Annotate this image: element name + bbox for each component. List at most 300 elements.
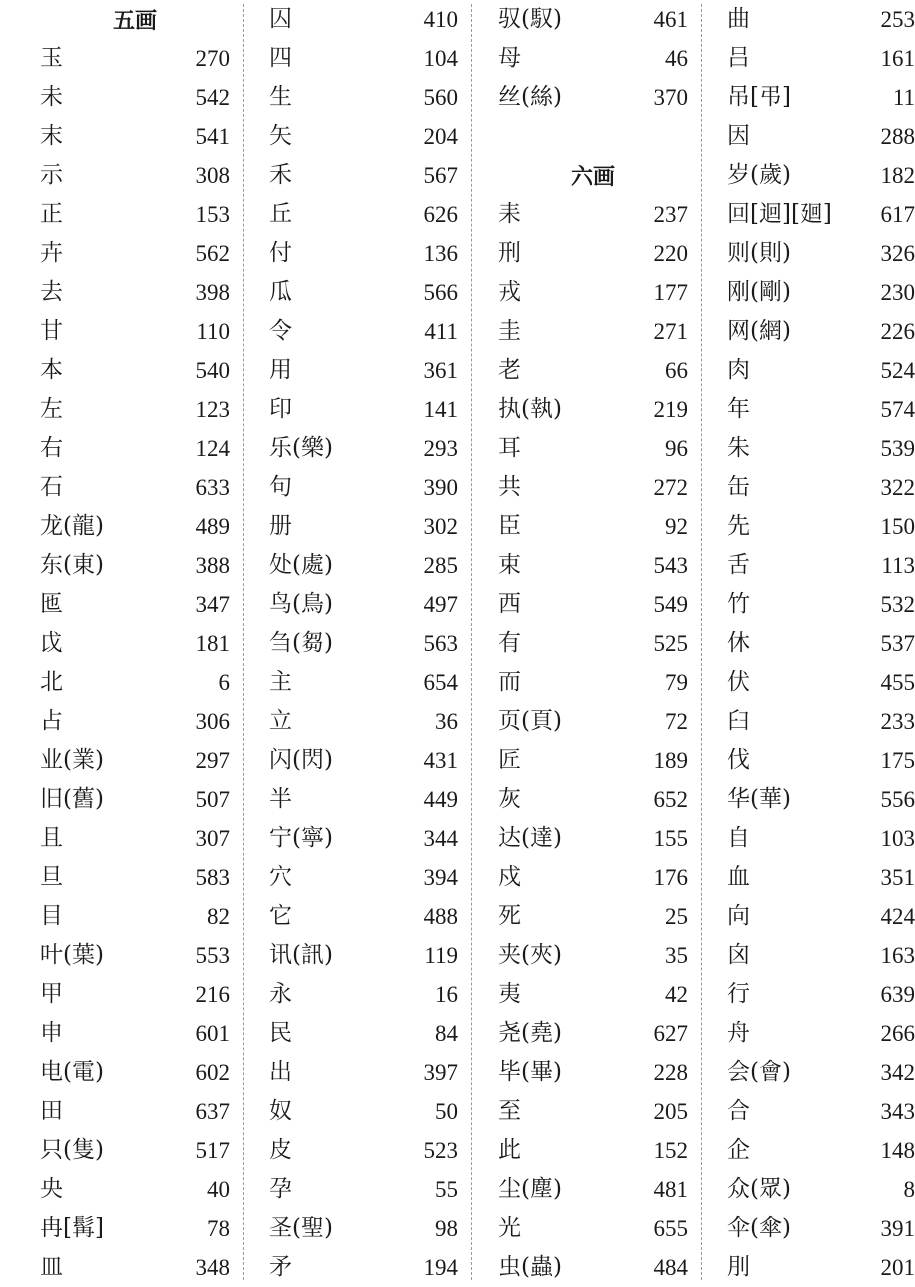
entry-page-number: 103	[881, 819, 915, 858]
entry-page-number: 566	[424, 273, 459, 312]
index-entry	[498, 936, 688, 975]
entry-page-number: 484	[654, 1248, 689, 1287]
entry-character: 西	[498, 585, 521, 624]
entry-character: 刚(剛)	[727, 273, 791, 312]
entry-page-number: 308	[196, 156, 231, 195]
entry-character: 华(華)	[727, 780, 791, 819]
entry-page-number: 152	[654, 1131, 689, 1170]
entry-page-number: 55	[435, 1170, 458, 1209]
entry-page-number: 549	[654, 585, 689, 624]
entry-page-number: 16	[435, 975, 458, 1014]
index-entry	[269, 546, 458, 585]
index-entry	[727, 156, 915, 195]
entry-page-number: 497	[424, 585, 459, 624]
index-entry	[269, 1248, 458, 1287]
entry-page-number: 181	[196, 624, 231, 663]
index-entry	[727, 195, 915, 234]
entry-page-number: 560	[424, 78, 459, 117]
entry-character: 年	[727, 390, 750, 429]
entry-character: 页(頁)	[498, 702, 562, 741]
entry-character: 只(隻)	[40, 1131, 104, 1170]
entry-page-number: 201	[881, 1248, 915, 1287]
entry-page-number: 293	[424, 429, 459, 468]
entry-page-number: 113	[881, 546, 915, 585]
index-entry	[498, 273, 688, 312]
entry-character: 业(業)	[40, 741, 104, 780]
entry-character: 血	[727, 858, 750, 897]
entry-page-number: 567	[424, 156, 459, 195]
entry-page-number: 110	[196, 312, 230, 351]
entry-character: 岁(歲)	[727, 156, 791, 195]
index-entry	[40, 312, 230, 351]
entry-page-number: 532	[881, 585, 915, 624]
entry-page-number: 6	[219, 663, 231, 702]
entry-page-number: 556	[881, 780, 915, 819]
index-entry	[498, 507, 688, 546]
index-entry	[40, 663, 230, 702]
entry-character: 囚	[269, 0, 292, 39]
index-entry	[40, 195, 230, 234]
index-entry	[727, 741, 915, 780]
entry-page-number: 153	[196, 195, 231, 234]
index-entry	[727, 312, 915, 351]
entry-character: 共	[498, 468, 521, 507]
entry-page-number: 148	[881, 1131, 915, 1170]
index-entry	[269, 39, 458, 78]
entry-page-number: 388	[196, 546, 231, 585]
entry-page-number: 237	[654, 195, 689, 234]
index-entry	[269, 156, 458, 195]
entry-character: 未	[40, 78, 63, 117]
entry-page-number: 507	[196, 780, 231, 819]
index-entry	[727, 897, 915, 936]
entry-character: 竹	[727, 585, 750, 624]
index-entry	[40, 351, 230, 390]
entry-page-number: 150	[881, 507, 915, 546]
index-entry	[727, 1053, 915, 1092]
entry-character: 四	[269, 39, 292, 78]
index-entry	[40, 1053, 230, 1092]
index-entry	[727, 975, 915, 1014]
column-divider	[471, 4, 472, 1280]
entry-page-number: 525	[654, 624, 689, 663]
index-entry	[269, 858, 458, 897]
index-entry	[498, 858, 688, 897]
index-entry	[269, 429, 458, 468]
index-entry	[727, 468, 915, 507]
entry-character: 皿	[40, 1248, 63, 1287]
entry-character: 老	[498, 351, 521, 390]
entry-character: 行	[727, 975, 750, 1014]
index-entry	[498, 0, 688, 39]
entry-page-number: 347	[196, 585, 231, 624]
entry-character: 吕	[727, 39, 750, 78]
entry-page-number: 481	[654, 1170, 689, 1209]
entry-page-number: 11	[893, 78, 915, 117]
entry-page-number: 288	[881, 117, 915, 156]
entry-character: 印	[269, 390, 292, 429]
entry-page-number: 524	[881, 351, 915, 390]
entry-page-number: 488	[424, 897, 459, 936]
index-entry	[727, 1014, 915, 1053]
entry-page-number: 25	[665, 897, 688, 936]
entry-character: 肉	[727, 351, 750, 390]
index-entry	[269, 741, 458, 780]
entry-page-number: 343	[881, 1092, 915, 1131]
index-entry	[727, 1131, 915, 1170]
index-entry	[727, 819, 915, 858]
entry-page-number: 562	[196, 234, 231, 273]
entry-character: 舌	[727, 546, 750, 585]
entry-character: 电(電)	[40, 1053, 104, 1092]
entry-page-number: 370	[654, 78, 689, 117]
entry-character: 石	[40, 468, 63, 507]
entry-page-number: 489	[196, 507, 231, 546]
entry-page-number: 583	[196, 858, 231, 897]
entry-character: 则(則)	[727, 234, 791, 273]
entry-character: 宁(寧)	[269, 819, 333, 858]
entry-character: 休	[727, 624, 750, 663]
index-entry	[40, 546, 230, 585]
index-entry	[727, 1170, 915, 1209]
entry-character: 本	[40, 351, 63, 390]
entry-character: 右	[40, 429, 63, 468]
index-entry	[727, 1248, 915, 1287]
entry-character: 奴	[269, 1092, 292, 1131]
index-entry	[727, 351, 915, 390]
index-entry	[40, 858, 230, 897]
index-entry	[269, 234, 458, 273]
index-entry	[269, 1131, 458, 1170]
index-entry	[269, 78, 458, 117]
index-entry	[498, 1209, 688, 1248]
index-entry	[40, 1131, 230, 1170]
index-entry	[269, 702, 458, 741]
entry-page-number: 307	[196, 819, 231, 858]
index-entry	[40, 507, 230, 546]
entry-page-number: 78	[207, 1209, 230, 1248]
entry-page-number: 322	[881, 468, 915, 507]
entry-character: 耳	[498, 429, 521, 468]
entry-character: 光	[498, 1209, 521, 1248]
entry-page-number: 351	[881, 858, 915, 897]
entry-character: 处(處)	[269, 546, 333, 585]
entry-character: 众(眾)	[727, 1170, 791, 1209]
index-entry	[498, 975, 688, 1014]
index-entry	[269, 1053, 458, 1092]
entry-page-number: 461	[654, 0, 689, 39]
entry-character: 虫(蟲)	[498, 1248, 562, 1287]
entry-page-number: 655	[654, 1209, 689, 1248]
entry-character: 伏	[727, 663, 750, 702]
entry-character: 矛	[269, 1248, 292, 1287]
entry-page-number: 639	[881, 975, 915, 1014]
entry-character: 缶	[727, 468, 750, 507]
entry-character: 因	[727, 117, 750, 156]
entry-character: 灰	[498, 780, 521, 819]
entry-character: 禾	[269, 156, 292, 195]
entry-character: 舟	[727, 1014, 750, 1053]
index-entry	[40, 624, 230, 663]
entry-character: 瓜	[269, 273, 292, 312]
entry-character: 冉[髯]	[40, 1209, 104, 1248]
entry-page-number: 66	[665, 351, 688, 390]
index-entry	[727, 858, 915, 897]
index-entry	[269, 975, 458, 1014]
index-entry	[40, 1248, 230, 1287]
entry-page-number: 42	[665, 975, 688, 1014]
index-entry	[727, 234, 915, 273]
index-entry	[269, 195, 458, 234]
index-entry	[40, 702, 230, 741]
index-entry	[498, 351, 688, 390]
entry-character: 丘	[269, 195, 292, 234]
entry-character: 达(達)	[498, 819, 562, 858]
entry-character: 朱	[727, 429, 750, 468]
index-entry	[498, 624, 688, 663]
entry-character: 令	[269, 312, 292, 351]
entry-page-number: 627	[654, 1014, 689, 1053]
entry-character: 夷	[498, 975, 521, 1014]
entry-page-number: 84	[435, 1014, 458, 1053]
column-divider	[701, 4, 702, 1280]
entry-page-number: 654	[424, 663, 459, 702]
index-entry	[40, 39, 230, 78]
entry-page-number: 220	[654, 234, 689, 273]
index-entry	[40, 1014, 230, 1053]
entry-character: 匠	[498, 741, 521, 780]
entry-character: 刑	[498, 234, 521, 273]
index-entry	[498, 741, 688, 780]
index-entry	[269, 780, 458, 819]
entry-page-number: 537	[881, 624, 915, 663]
entry-page-number: 35	[665, 936, 688, 975]
entry-character: 闪(閃)	[269, 741, 333, 780]
entry-page-number: 394	[424, 858, 459, 897]
entry-character: 左	[40, 390, 63, 429]
entry-character: 企	[727, 1131, 750, 1170]
entry-character: 甲	[40, 975, 63, 1014]
index-entry	[269, 351, 458, 390]
entry-page-number: 633	[196, 468, 231, 507]
index-entry	[269, 0, 458, 39]
entry-character: 尘(塵)	[498, 1170, 562, 1209]
entry-page-number: 411	[424, 312, 458, 351]
index-entry	[727, 273, 915, 312]
entry-page-number: 194	[424, 1248, 459, 1287]
index-entry	[269, 1170, 458, 1209]
entry-character: 死	[498, 897, 521, 936]
entry-page-number: 326	[881, 234, 915, 273]
index-entry	[727, 117, 915, 156]
entry-character: 正	[40, 195, 63, 234]
section-gap	[498, 117, 688, 156]
entry-character: 皮	[269, 1131, 292, 1170]
entry-character: 半	[269, 780, 292, 819]
index-entry	[40, 429, 230, 468]
index-entry	[40, 273, 230, 312]
index-entry	[269, 1209, 458, 1248]
entry-page-number: 226	[881, 312, 915, 351]
index-entry	[498, 312, 688, 351]
entry-page-number: 189	[654, 741, 689, 780]
index-column-1	[40, 0, 230, 1280]
index-entry	[269, 312, 458, 351]
index-entry	[269, 819, 458, 858]
entry-page-number: 361	[424, 351, 459, 390]
index-entry	[40, 897, 230, 936]
index-entry	[727, 936, 915, 975]
entry-page-number: 82	[207, 897, 230, 936]
entry-page-number: 637	[196, 1092, 231, 1131]
index-entry	[498, 1014, 688, 1053]
entry-page-number: 36	[435, 702, 458, 741]
entry-page-number: 626	[424, 195, 459, 234]
entry-character: 示	[40, 156, 63, 195]
index-entry	[727, 1209, 915, 1248]
index-entry	[727, 39, 915, 78]
index-entry	[40, 156, 230, 195]
entry-page-number: 270	[196, 39, 231, 78]
entry-page-number: 219	[654, 390, 689, 429]
index-entry	[727, 702, 915, 741]
entry-character: 丝(絲)	[498, 78, 562, 117]
entry-page-number: 541	[196, 117, 231, 156]
entry-character: 鸟(鳥)	[269, 585, 333, 624]
entry-page-number: 163	[881, 936, 915, 975]
entry-page-number: 96	[665, 429, 688, 468]
entry-page-number: 391	[881, 1209, 915, 1248]
index-entry	[498, 1092, 688, 1131]
column-divider	[243, 4, 244, 1280]
entry-character: 叶(葉)	[40, 936, 104, 975]
index-entry	[269, 1092, 458, 1131]
entry-character: 册	[269, 507, 292, 546]
entry-page-number: 177	[654, 273, 689, 312]
index-entry	[498, 1170, 688, 1209]
entry-page-number: 602	[196, 1053, 231, 1092]
entry-character: 用	[269, 351, 292, 390]
index-entry	[727, 507, 915, 546]
entry-character: 永	[269, 975, 292, 1014]
entry-character: 母	[498, 39, 521, 78]
entry-character: 刍(芻)	[269, 624, 333, 663]
entry-character: 龙(龍)	[40, 507, 104, 546]
index-entry	[498, 78, 688, 117]
entry-character: 生	[269, 78, 292, 117]
entry-character: 田	[40, 1092, 63, 1131]
entry-character: 会(會)	[727, 1053, 791, 1092]
entry-page-number: 553	[196, 936, 231, 975]
index-entry	[727, 780, 915, 819]
entry-character: 有	[498, 624, 521, 663]
entry-page-number: 397	[424, 1053, 459, 1092]
entry-character: 此	[498, 1131, 521, 1170]
entry-page-number: 542	[196, 78, 231, 117]
entry-page-number: 574	[881, 390, 915, 429]
index-entry	[498, 429, 688, 468]
entry-page-number: 92	[665, 507, 688, 546]
index-entry	[269, 585, 458, 624]
index-entry	[498, 1248, 688, 1287]
entry-page-number: 161	[881, 39, 915, 78]
index-column-3	[498, 0, 688, 1280]
entry-page-number: 617	[881, 195, 915, 234]
index-entry	[269, 1014, 458, 1053]
index-entry	[498, 39, 688, 78]
entry-character: 合	[727, 1092, 750, 1131]
entry-character: 伞(傘)	[727, 1209, 791, 1248]
entry-character: 北	[40, 663, 63, 702]
index-entry	[269, 663, 458, 702]
entry-page-number: 302	[424, 507, 459, 546]
index-entry	[498, 546, 688, 585]
index-entry	[269, 897, 458, 936]
entry-page-number: 523	[424, 1131, 459, 1170]
entry-page-number: 175	[881, 741, 915, 780]
entry-character: 囟	[727, 936, 750, 975]
index-entry	[498, 195, 688, 234]
entry-page-number: 266	[881, 1014, 915, 1053]
index-entry	[498, 780, 688, 819]
entry-character: 甘	[40, 312, 63, 351]
index-entry	[40, 1092, 230, 1131]
entry-character: 旦	[40, 858, 63, 897]
entry-character: 向	[727, 897, 750, 936]
index-entry	[269, 468, 458, 507]
index-entry	[498, 234, 688, 273]
entry-page-number: 253	[881, 0, 915, 39]
entry-character: 矢	[269, 117, 292, 156]
index-entry	[40, 234, 230, 273]
index-entry	[727, 78, 915, 117]
index-entry	[269, 507, 458, 546]
index-column-2	[269, 0, 458, 1280]
entry-character: 伐	[727, 741, 750, 780]
entry-character: 圭	[498, 312, 521, 351]
entry-page-number: 155	[654, 819, 689, 858]
entry-character: 耒	[498, 195, 521, 234]
index-entry	[727, 546, 915, 585]
index-entry	[269, 936, 458, 975]
entry-character: 夹(夾)	[498, 936, 562, 975]
index-entry	[727, 390, 915, 429]
entry-page-number: 141	[424, 390, 459, 429]
entry-page-number: 119	[424, 936, 458, 975]
entry-page-number: 342	[881, 1053, 915, 1092]
entry-character: 立	[269, 702, 292, 741]
index-entry	[727, 0, 915, 39]
index-entry	[269, 273, 458, 312]
index-entry	[40, 117, 230, 156]
entry-character: 尧(堯)	[498, 1014, 562, 1053]
index-entry	[40, 936, 230, 975]
entry-character: 戉	[40, 624, 63, 663]
entry-character: 吊[弔]	[727, 78, 791, 117]
entry-character: 末	[40, 117, 63, 156]
entry-character: 网(網)	[727, 312, 791, 351]
entry-character: 民	[269, 1014, 292, 1053]
index-entry	[40, 1209, 230, 1248]
index-entry	[498, 1131, 688, 1170]
index-entry	[498, 819, 688, 858]
entry-character: 刖	[727, 1248, 750, 1287]
index-entry	[498, 585, 688, 624]
entry-character: 臼	[727, 702, 750, 741]
index-entry	[498, 468, 688, 507]
index-entry	[40, 780, 230, 819]
entry-page-number: 285	[424, 546, 459, 585]
